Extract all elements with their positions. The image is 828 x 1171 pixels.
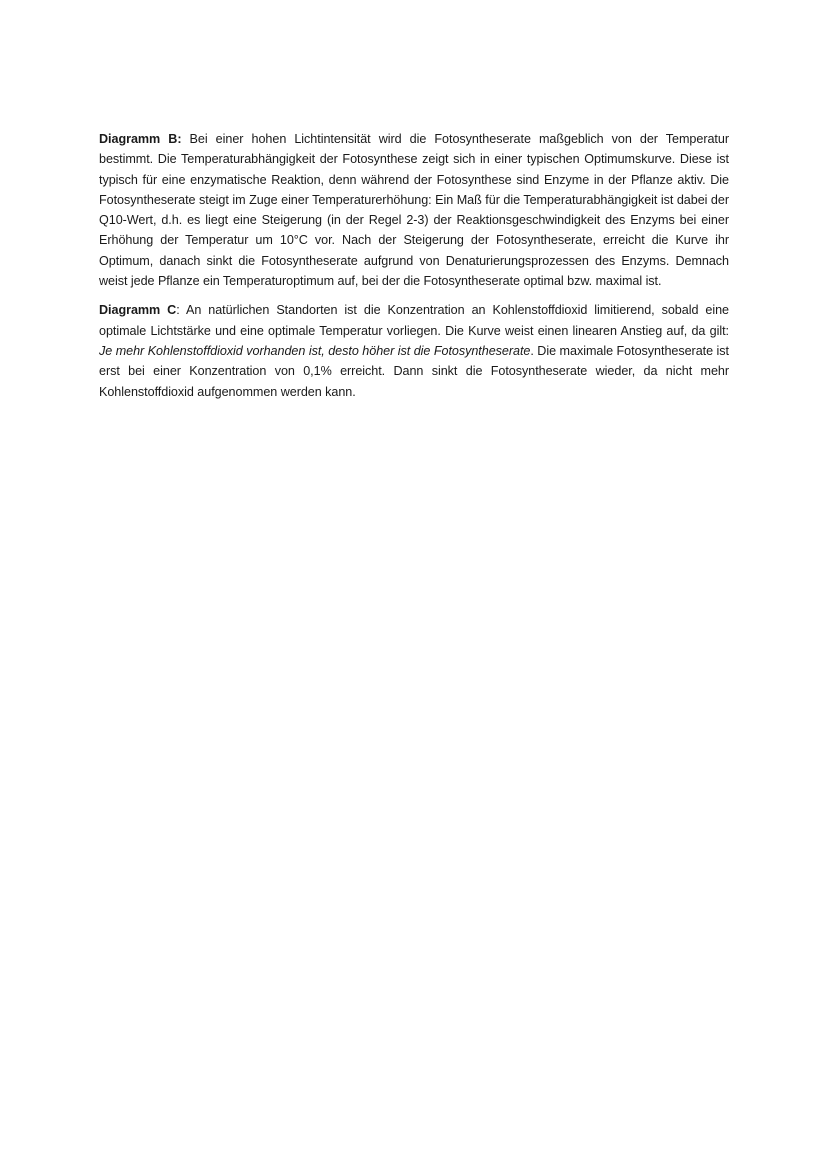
paragraph-diagramm-b <box>99 129 729 291</box>
paragraph-label: Diagramm C <box>99 303 177 318</box>
paragraph-text: . Die maximale Fotosyntheserate ist erst bei einer Konzentration von 0,1% erreicht. Dann sinkt die Fotosyntheserate wieder, da nicht mehr Kohlenstoffdioxid aufgenommen werden kann. <box>99 343 729 399</box>
paragraph-text: : An natürlichen Standorten ist die Konzentration an Kohlenstoffdioxid limitierend, sobald eine optimale Lichtstärke und eine optimale Temperatur vorliegen. Die Kurve weist einen linearen Anstieg auf, da gilt: <box>99 303 730 338</box>
paragraph-label: Diagramm B: <box>99 132 182 146</box>
paragraph-text: Bei einer hohen Lichtintensität wird die Fotosyntheserate maßgeblich von der Temperatur bestimmt. Die Temperaturabhängigkeit der Fotosynthese zeigt sich in einer typischen Optimumskurve. Diese ist typisch für eine enzymatische Reaktion, denn während der Fotosynthese sind Enzyme in der Pflanze aktiv. Die Fotosyntheserate steigt im Zuge einer Temperaturerhöhung: Ein Maß für die Temperaturabhängigkeit ist dabei der Q10-Wert, d.h. es liegt eine Steigerung (in der Regel 2-3) der Reaktionsgeschwindigkeit des Enzyms bei einer Erhöhung der Temperatur um 10°C vor. Nach der Steigerung der Fotosyntheserate, erreicht die Kurve ihr Optimum, danach sinkt die Fotosyntheserate aufgrund von Denaturierungsprozessen des Enzyms. Demnach weist jede Pflanze ein Temperaturoptimum auf, bei der die Fotosyntheserate optimal bzw. maximal ist. <box>99 132 729 289</box>
emphasized-statement: Je mehr Kohlenstoffdioxid vorhanden ist, desto höher ist die Fotosyntheserate <box>99 343 531 358</box>
paragraph-diagramm-c <box>99 300 729 401</box>
document-body <box>99 129 729 402</box>
